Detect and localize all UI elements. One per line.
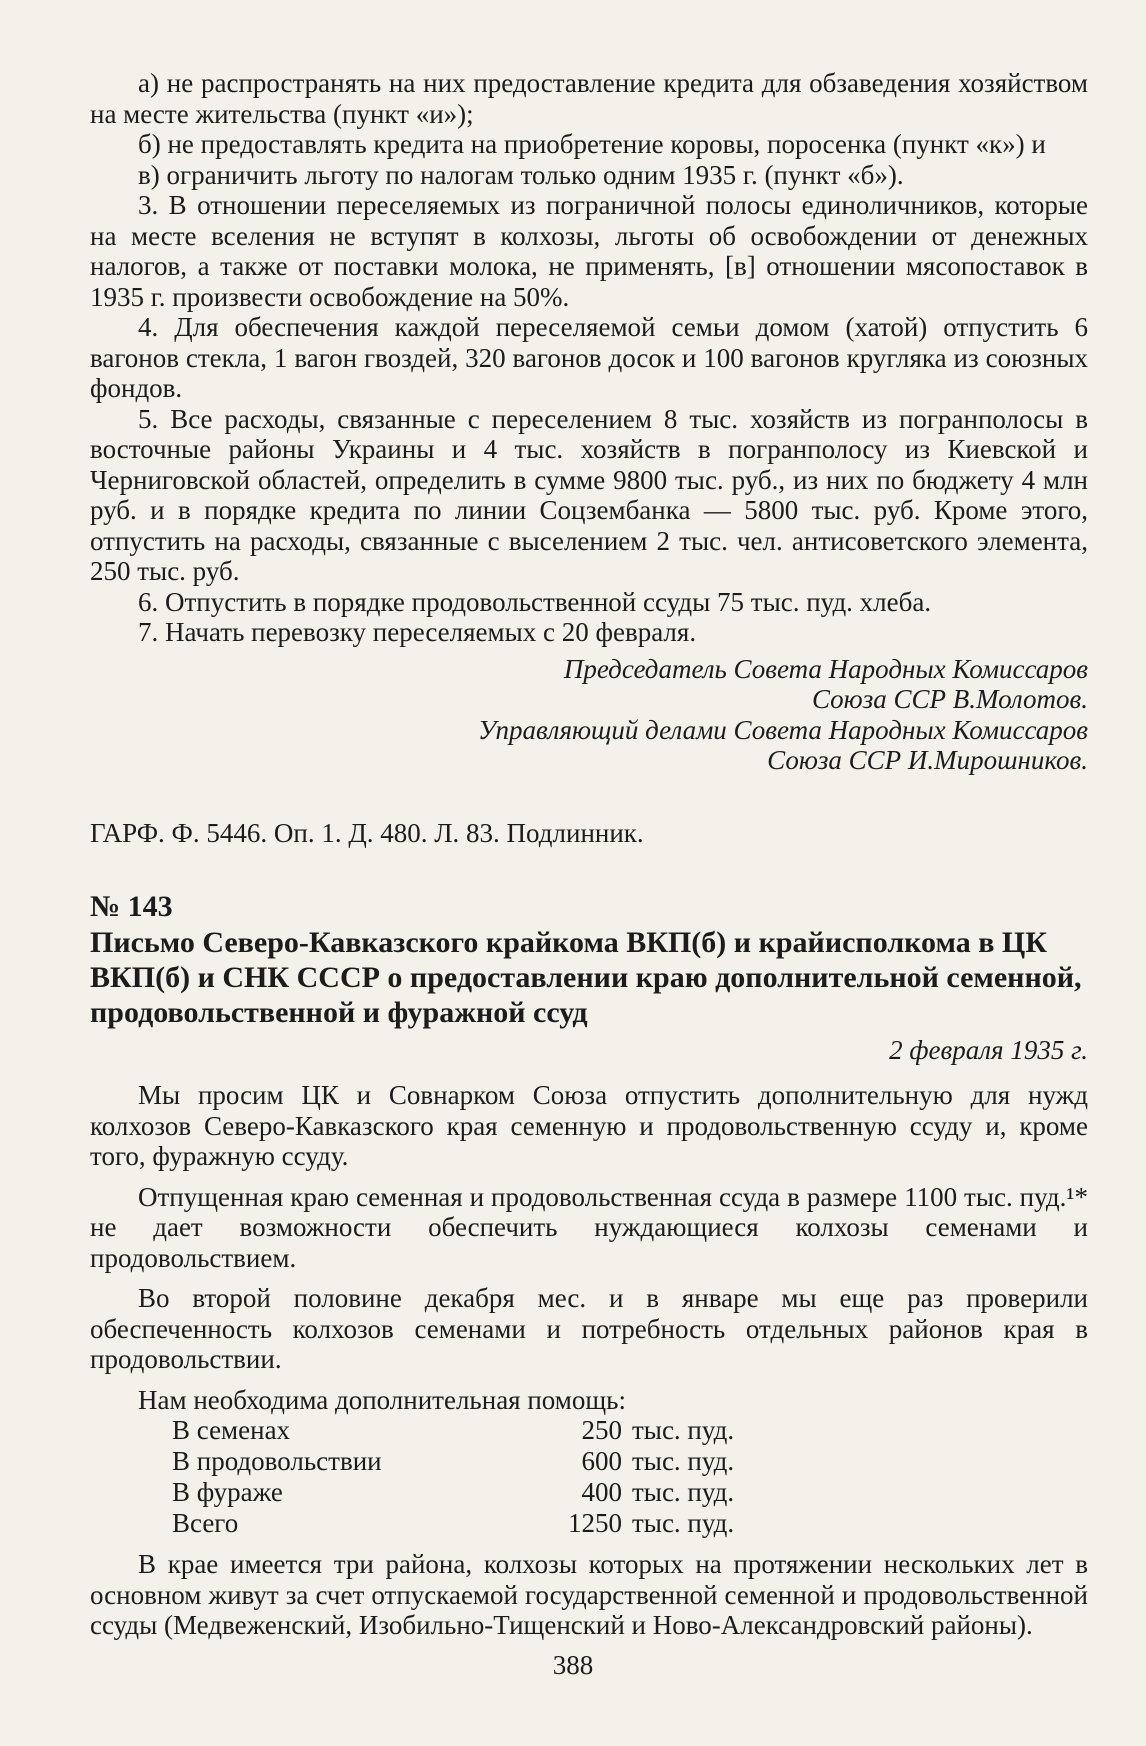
page-number: 388 <box>552 1650 594 1680</box>
paragraph: 6. Отпустить в порядке продовольственной ссуды 75 тыс. пуд. хлеба. <box>138 586 932 617</box>
paragraph: Мы просим ЦК и Совнарком Союза отпустить дополнительную для нужд колхозов Северо-Кавказского края семенную и продовольственную ссуду и, кроме того, фуражную ссуду. <box>90 1080 1088 1171</box>
signature-line: Управляющий делами Совета Народных Комиссаров <box>478 714 1088 745</box>
document-date: 2 февраля 1935 г. <box>889 1035 1088 1065</box>
signature-line: Председатель Совета Народных Комиссаров <box>563 653 1088 684</box>
paragraph: 3. В отношении переселяемых из пограничной полосы единоличников, которые на месте вселения не вступят в колхозы, льготы об освобождении от денежных налогов, а также от поставки молока, не применять, [в] отношении мясопоставок в 1935 г. произвести освобождение на 50%. <box>90 190 1088 312</box>
paragraph: в) ограничить льготу по налогам только одним 1935 г. (пункт «б»). <box>138 159 904 190</box>
needs-value: 400 <box>581 1477 622 1507</box>
table-row <box>172 1415 782 1446</box>
paragraph: 7. Начать перевозку переселяемых с 20 февраля. <box>138 617 697 647</box>
needs-unit: тыс. пуд. <box>632 1446 735 1476</box>
paragraph: а) не распространять на них предоставление кредита для обзаведения хозяйством на месте жительства (пункт «и»); <box>90 68 1088 129</box>
document-number: № 143 <box>90 890 173 923</box>
previous-document-continuation <box>90 68 1088 776</box>
needs-label: Всего <box>172 1508 239 1538</box>
table-row <box>172 1508 782 1539</box>
signature-block <box>90 654 1088 776</box>
needs-unit: тыс. пуд. <box>632 1508 735 1538</box>
paragraph: В крае имеется три района, колхозы которых на протяжении нескольких лет в основном живут за счет отпускаемой государственной семенной и продовольственной ссуды (Медвеженский, Изобильно-Тищенский и Ново-Александровский районы). <box>90 1549 1088 1640</box>
table-row <box>172 1477 782 1508</box>
needs-unit: тыс. пуд. <box>632 1415 735 1445</box>
table-row <box>172 1446 782 1477</box>
needs-label: В продовольствии <box>172 1446 382 1476</box>
archive-source: ГАРФ. Ф. 5446. Оп. 1. Д. 480. Л. 83. Подлинник. <box>90 818 644 848</box>
paragraph: 4. Для обеспечения каждой переселяемой семьи домом (хатой) отпустить 6 вагонов стекла, 1 вагон гвоздей, 320 вагонов досок и 100 вагонов кругляка из союзных фондов. <box>90 312 1088 403</box>
needs-value: 250 <box>581 1415 622 1445</box>
paragraph: 5. Все расходы, связанные с переселением 8 тыс. хозяйств из погранполосы в восточные районы Украины и 4 тыс. хозяйств в погранполосу из Киевской и Черниговской областей, определить в сумме 9800 тыс. руб., из них по бюджету 4 млн руб. и в порядке кредита по линии Соцзембанка — 5800 тыс. руб. Кроме этого, отпустить на расходы, связанные с выселением 2 тыс. чел. антисоветского элемента, 250 тыс. руб. <box>90 403 1088 586</box>
needs-table <box>172 1415 782 1539</box>
paragraph: б) не предоставлять кредита на приобретение коровы, поросенка (пункт «к») и <box>138 129 1046 159</box>
signature-line: Союза ССР И.Мирошников. <box>767 745 1088 775</box>
signature-line: Союза ССР В.Молотов. <box>811 684 1088 714</box>
paragraph: Нам необходима дополнительная помощь: <box>138 1384 626 1415</box>
needs-label: В фураже <box>172 1477 283 1507</box>
needs-value: 600 <box>581 1446 622 1476</box>
paragraph: Во второй половине декабря мес. и в январе мы еще раз проверили обеспеченность колхозов семенами и потребность отдельных районов края в продовольствии. <box>90 1283 1088 1374</box>
needs-unit: тыс. пуд. <box>632 1477 735 1507</box>
needs-value: 1250 <box>568 1508 622 1538</box>
paragraph: Отпущенная краю семенная и продовольственная ссуда в размере 1100 тыс. пуд.¹* не дает возможности обеспечить нуждающиеся колхозы семенами и продовольствием. <box>90 1181 1088 1273</box>
document-body <box>90 1080 1088 1641</box>
needs-label: В семенах <box>172 1415 291 1445</box>
document-title: Письмо Северо-Кавказского крайкома ВКП(б) и крайисполкома в ЦК ВКП(б) и СНК СССР о предоставлении краю дополнительной семенной, продовольственной и фуражной ссуд <box>90 926 1082 1029</box>
